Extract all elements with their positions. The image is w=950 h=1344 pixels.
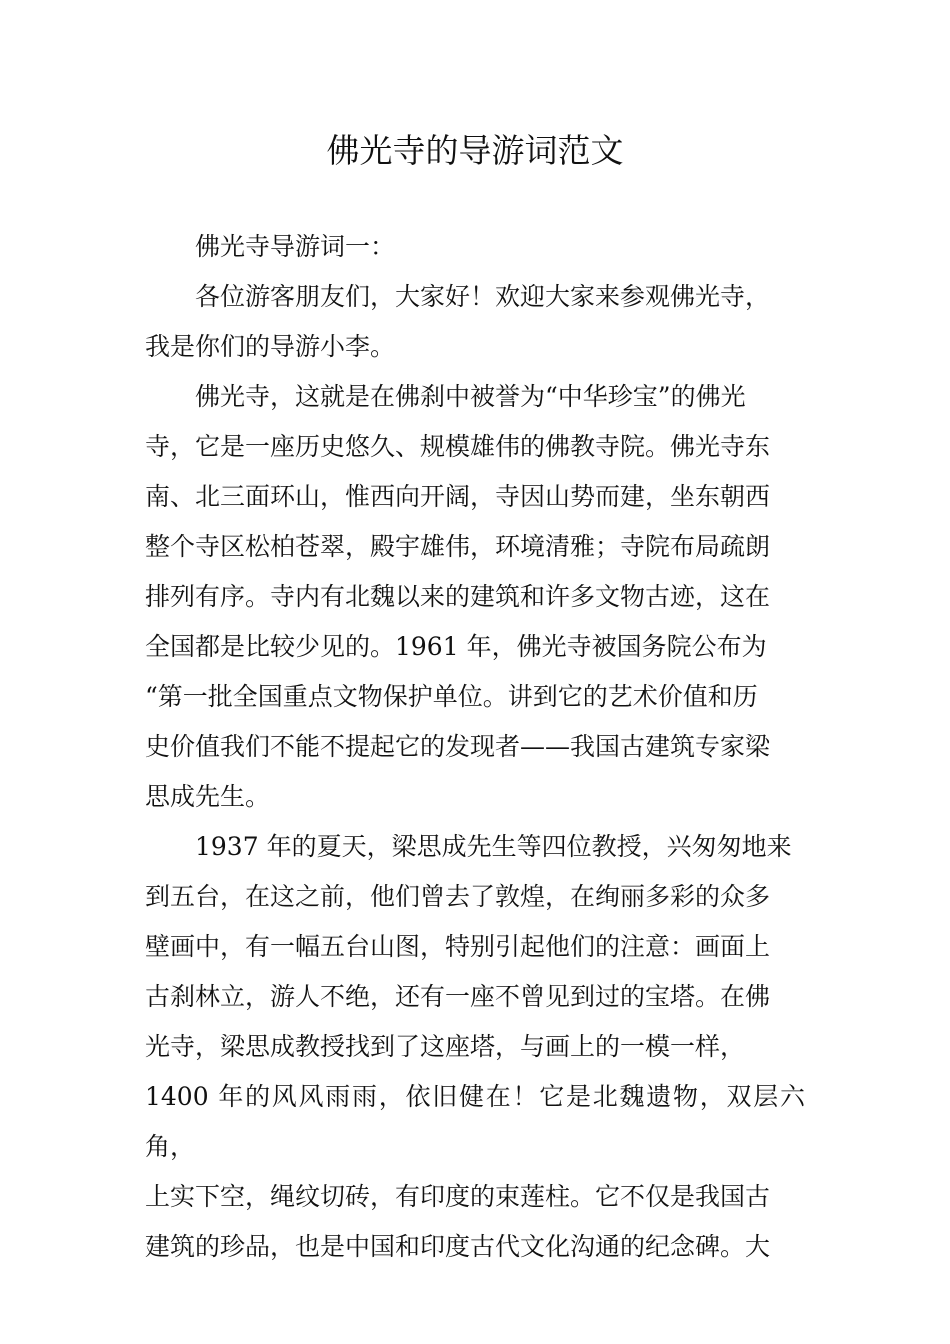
document-body: [145, 222, 805, 1272]
paragraph: 各位游客朋友们，大家好！欢迎大家来参观佛光寺， 我是你们的导游小李。: [145, 282, 771, 361]
paragraph: 佛光寺，这就是在佛刹中被誉为“中华珍宝”的佛光 寺，它是一座历史悠久、规模雄伟的佛教寺院。佛光寺东 南、北三面环山，惟西向开阔，寺因山势而建，坐东朝西 整个寺区松柏苍翠，殿宇雄伟，环境清雅；寺院布局疏朗 排列有序。寺内有北魏以来的建筑和许多文物古迹，这在 全国都是比较少见的。1961 年，佛光寺被国务院公布为 “第一批全国重点文物保护单位。讲到它的艺术价值和历 史价值我们不能不提起它的发现者——我国古建筑专家梁 思成先生。: [145, 382, 771, 811]
paragraph: 1937 年的夏天，梁思成先生等四位教授，兴匆匆地来 到五台，在这之前，他们曾去了敦煌，在绚丽多彩的众多 壁画中，有一幅五台山图，特别引起他们的注意：画面上 古刹林立，游人不绝，还有一座不曾见到过的宝塔。在佛 光寺，梁思成教授找到了这座塔，与画上的一模一样， 1400 年的风风雨雨，依旧健在！它是北魏遗物，双层六角， 上实下空，绳纹切砖，有印度的束莲柱。它不仅是我国古 建筑的珍品，也是中国和印度古代文化沟通的纪念碑。大: [145, 832, 805, 1261]
paragraph-heading: 佛光寺导游词一：: [195, 232, 396, 261]
document-title: 佛光寺的导游词范文: [326, 131, 624, 170]
